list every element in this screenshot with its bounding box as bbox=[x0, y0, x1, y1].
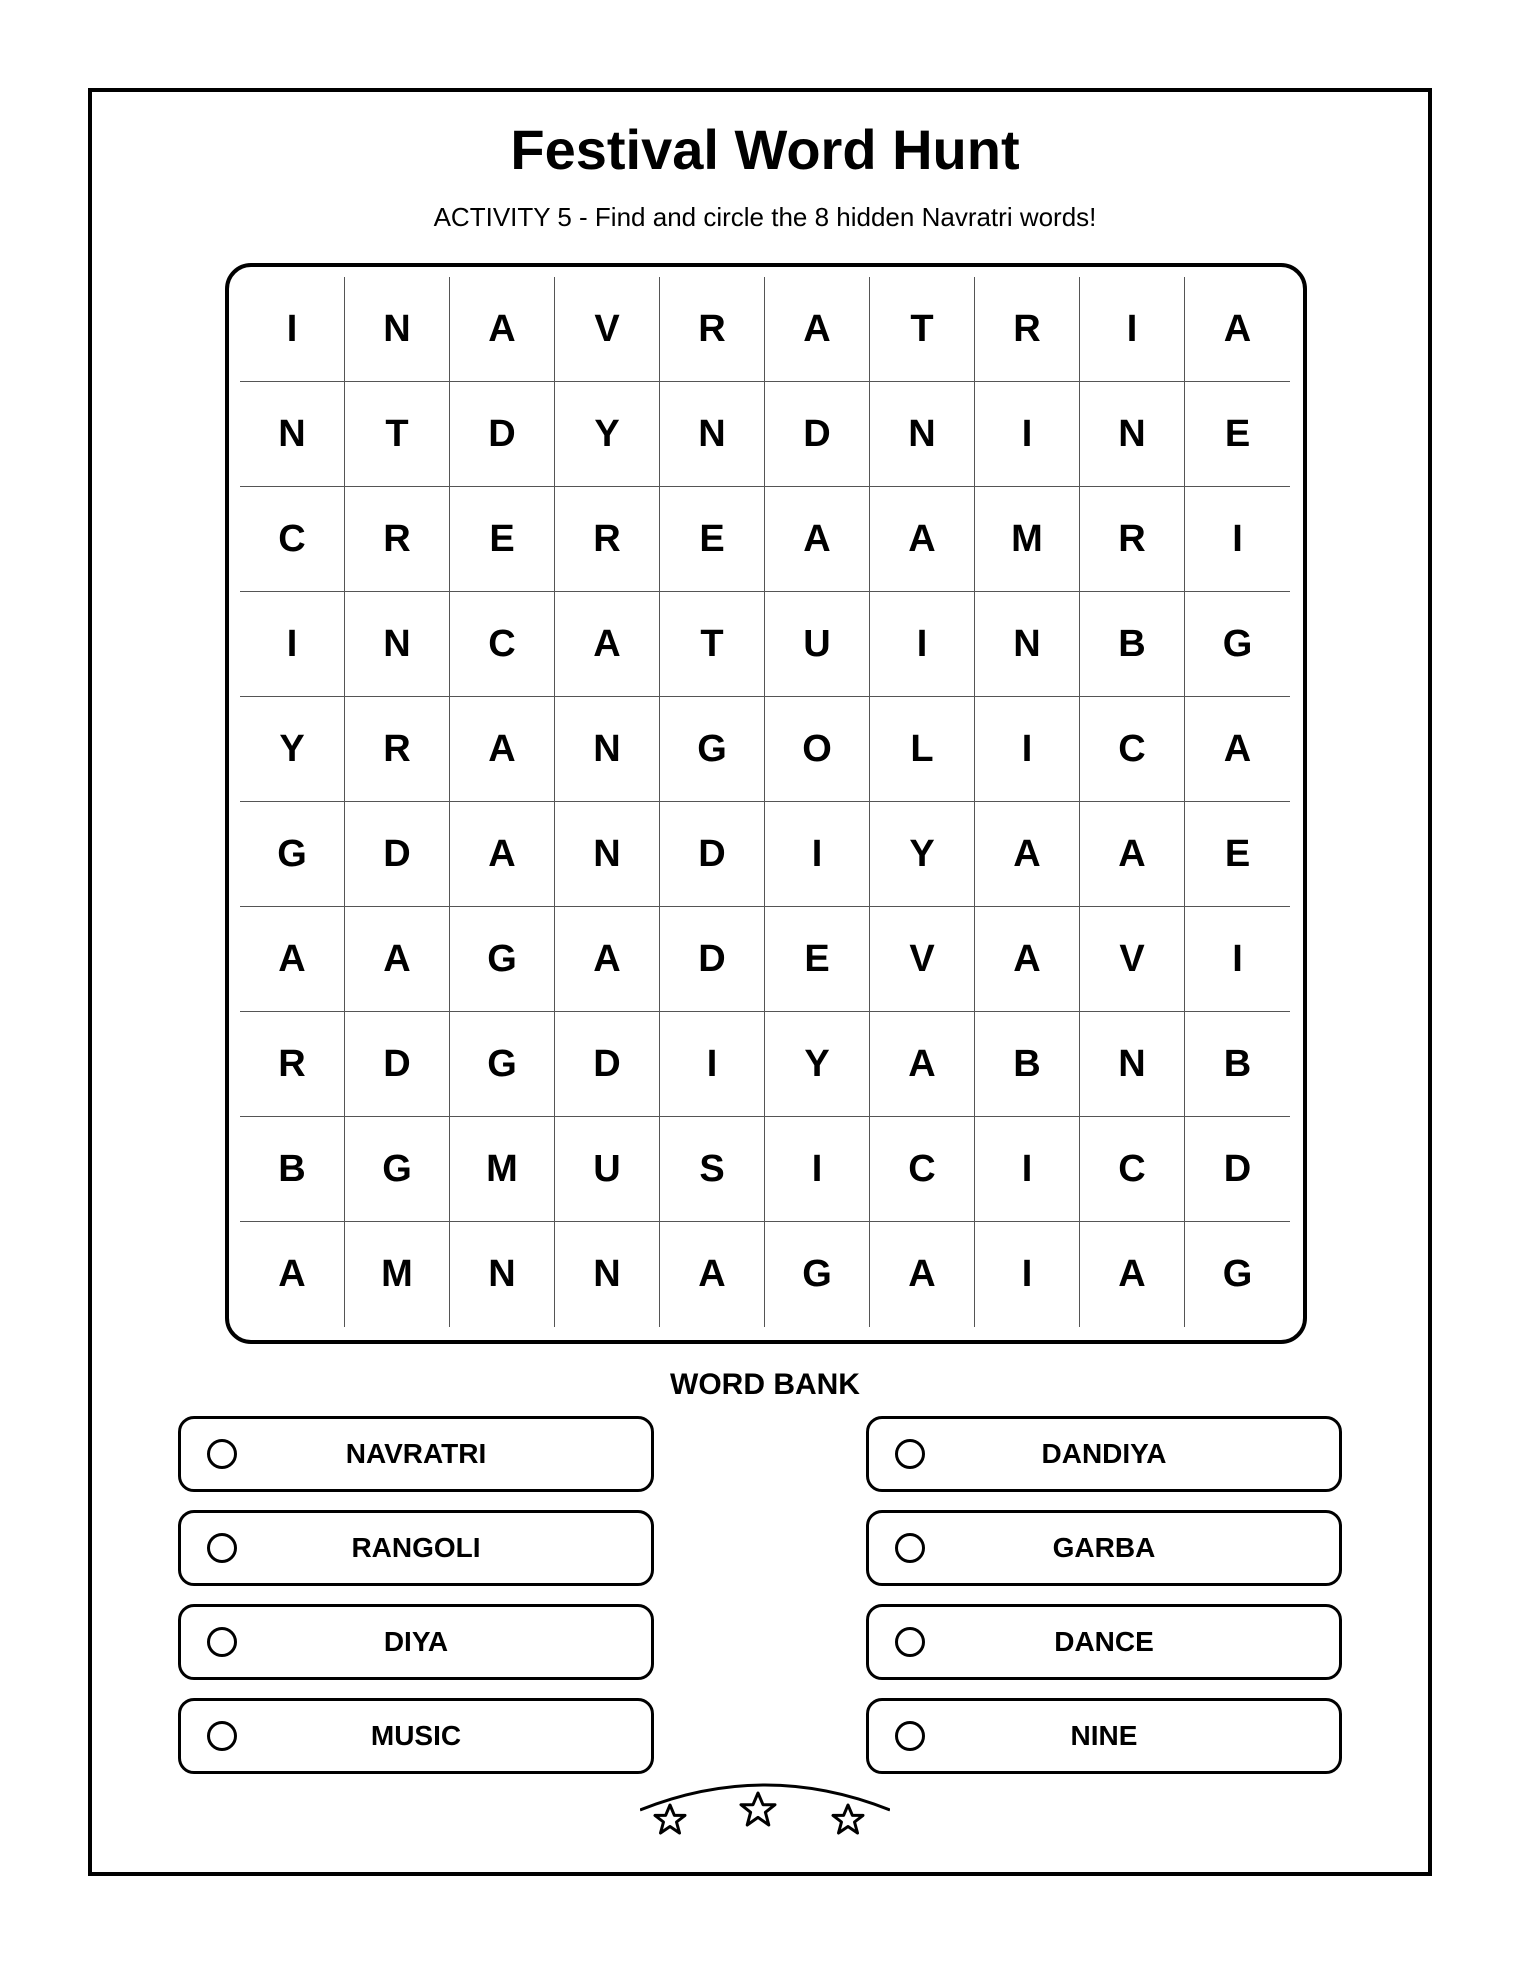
grid-cell[interactable]: E bbox=[1185, 382, 1290, 487]
grid-cell[interactable]: D bbox=[450, 382, 555, 487]
grid-cell[interactable]: R bbox=[240, 1012, 345, 1117]
grid-cell[interactable]: I bbox=[240, 277, 345, 382]
grid-cell[interactable]: A bbox=[975, 802, 1080, 907]
grid-cell[interactable]: V bbox=[1080, 907, 1185, 1012]
grid-cell[interactable]: E bbox=[1185, 802, 1290, 907]
grid-cell[interactable]: I bbox=[765, 1117, 870, 1222]
grid-cell[interactable]: I bbox=[975, 1222, 1080, 1327]
grid-cell[interactable]: G bbox=[1222, 1253, 1253, 1295]
word-bank-item bbox=[866, 1416, 1342, 1492]
grid-cell[interactable]: T bbox=[870, 277, 975, 382]
grid-cell[interactable]: N bbox=[555, 1222, 660, 1327]
word-bank-item bbox=[866, 1604, 1342, 1680]
grid-cell[interactable]: A bbox=[660, 1222, 765, 1327]
grid-cell[interactable]: I bbox=[1185, 907, 1290, 1012]
grid-cell[interactable]: Y bbox=[240, 697, 345, 802]
grid-cell[interactable]: A bbox=[450, 277, 555, 382]
grid-cell[interactable]: V bbox=[555, 277, 660, 382]
checkbox-circle-icon[interactable] bbox=[207, 1721, 237, 1751]
grid-cell[interactable]: B bbox=[240, 1117, 345, 1222]
grid-cell[interactable]: S bbox=[660, 1117, 765, 1222]
grid-cell[interactable]: R bbox=[345, 697, 450, 802]
grid-cell[interactable]: I bbox=[975, 697, 1080, 802]
page-title: Festival Word Hunt bbox=[510, 118, 1020, 181]
star-icon bbox=[741, 1793, 775, 1825]
star-icon bbox=[833, 1805, 863, 1833]
checkbox-circle-icon[interactable] bbox=[895, 1439, 925, 1469]
grid-cell[interactable]: N bbox=[345, 277, 450, 382]
grid-cell[interactable]: G bbox=[345, 1117, 450, 1222]
grid-cell[interactable]: A bbox=[1080, 802, 1185, 907]
grid-cell[interactable]: A bbox=[870, 487, 975, 592]
grid-cell[interactable]: U bbox=[555, 1117, 660, 1222]
grid-cell[interactable]: Y bbox=[555, 382, 660, 487]
grid-cell[interactable]: A bbox=[240, 1222, 345, 1327]
grid-cell[interactable]: I bbox=[660, 1012, 765, 1117]
grid-cell[interactable]: V bbox=[870, 907, 975, 1012]
grid-cell[interactable]: E bbox=[765, 907, 870, 1012]
word-bank-title: WORD BANK bbox=[670, 1368, 860, 1401]
grid-cell[interactable]: G bbox=[1185, 592, 1290, 697]
grid-cell[interactable]: N bbox=[450, 1222, 555, 1327]
grid-cell[interactable]: A bbox=[450, 802, 555, 907]
word-search-grid bbox=[240, 277, 1290, 1327]
checkbox-circle-icon[interactable] bbox=[895, 1721, 925, 1751]
grid-cell[interactable]: N bbox=[870, 382, 975, 487]
grid-cell[interactable]: A bbox=[1080, 1222, 1185, 1327]
grid-cell[interactable]: A bbox=[345, 907, 450, 1012]
grid-cell[interactable]: D bbox=[660, 802, 765, 907]
grid-cell[interactable]: E bbox=[450, 487, 555, 592]
word-bank-label: GARBA bbox=[1052, 1532, 1156, 1563]
grid-cell[interactable]: C bbox=[1080, 1117, 1185, 1222]
grid-cell[interactable]: B bbox=[1080, 592, 1185, 697]
grid-cell[interactable]: D bbox=[345, 1012, 450, 1117]
checkbox-circle-icon[interactable] bbox=[207, 1533, 237, 1563]
grid-cell[interactable]: M bbox=[975, 487, 1080, 592]
grid-cell[interactable]: N bbox=[555, 802, 660, 907]
grid-cell[interactable]: T bbox=[660, 592, 765, 697]
grid-cell[interactable]: B bbox=[1185, 1012, 1290, 1117]
word-bank-label: MUSIC bbox=[370, 1720, 462, 1751]
grid-cell[interactable]: M bbox=[450, 1117, 555, 1222]
grid-cell[interactable]: I bbox=[975, 382, 1080, 487]
word-bank-label: DANDIYA bbox=[1041, 1438, 1167, 1469]
grid-cell[interactable]: G bbox=[240, 802, 345, 907]
grid-cell[interactable]: A bbox=[765, 277, 870, 382]
grid-cell[interactable]: R bbox=[1080, 487, 1185, 592]
grid-cell[interactable]: A bbox=[870, 1012, 975, 1117]
grid-cell[interactable]: I bbox=[1080, 277, 1185, 382]
grid-cell[interactable]: A bbox=[555, 907, 660, 1012]
grid-cell[interactable]: T bbox=[345, 382, 450, 487]
grid-cell[interactable]: N bbox=[660, 382, 765, 487]
grid-cell[interactable]: N bbox=[1080, 1012, 1185, 1117]
word-bank-item bbox=[866, 1698, 1342, 1774]
word-bank-item bbox=[178, 1698, 654, 1774]
grid-cell[interactable]: N bbox=[240, 382, 345, 487]
grid-cell[interactable]: M bbox=[345, 1222, 450, 1327]
word-bank-label: DIYA bbox=[383, 1626, 449, 1657]
grid-cell[interactable]: D bbox=[660, 907, 765, 1012]
grid-cell[interactable]: N bbox=[975, 592, 1080, 697]
grid-cell[interactable]: O bbox=[765, 697, 870, 802]
grid-cell[interactable]: A bbox=[765, 487, 870, 592]
grid-cell[interactable]: G bbox=[660, 697, 765, 802]
grid-cell[interactable]: C bbox=[450, 592, 555, 697]
stars-decoration bbox=[640, 1780, 890, 1860]
grid-cell[interactable]: U bbox=[765, 592, 870, 697]
grid-cell[interactable]: I bbox=[765, 802, 870, 907]
checkbox-circle-icon[interactable] bbox=[895, 1533, 925, 1563]
grid-cell[interactable]: A bbox=[870, 1222, 975, 1327]
checkbox-circle-icon[interactable] bbox=[207, 1627, 237, 1657]
grid-cell[interactable]: G bbox=[450, 907, 555, 1012]
word-bank-label: NAVRATRI bbox=[345, 1438, 487, 1469]
grid-cell[interactable]: R bbox=[345, 487, 450, 592]
grid-cell[interactable]: Y bbox=[765, 1012, 870, 1117]
grid-cell[interactable]: I bbox=[870, 592, 975, 697]
grid-cell[interactable]: I bbox=[975, 1117, 1080, 1222]
grid-cell[interactable]: G bbox=[450, 1012, 555, 1117]
grid-cell[interactable]: I bbox=[240, 592, 345, 697]
grid-cell[interactable]: R bbox=[975, 277, 1080, 382]
grid-cell[interactable]: N bbox=[555, 697, 660, 802]
star-icon bbox=[655, 1805, 685, 1833]
grid-cell[interactable]: G bbox=[765, 1222, 870, 1327]
checkbox-circle-icon[interactable] bbox=[207, 1439, 237, 1469]
word-bank-item bbox=[178, 1604, 654, 1680]
grid-cell[interactable]: R bbox=[660, 277, 765, 382]
grid-cell[interactable]: N bbox=[1080, 382, 1185, 487]
word-bank-item bbox=[178, 1510, 654, 1586]
word-bank-item bbox=[178, 1416, 654, 1492]
word-bank-label: DANCE bbox=[1054, 1626, 1154, 1657]
grid-cell[interactable]: E bbox=[660, 487, 765, 592]
grid-cell[interactable]: D bbox=[1185, 1117, 1290, 1222]
grid-cell[interactable]: B bbox=[975, 1012, 1080, 1117]
grid-cell[interactable]: I bbox=[1185, 487, 1290, 592]
word-bank-label: NINE bbox=[1070, 1720, 1138, 1751]
grid-cell[interactable]: D bbox=[765, 382, 870, 487]
word-bank-label: RANGOLI bbox=[351, 1532, 481, 1563]
grid-cell[interactable]: D bbox=[345, 802, 450, 907]
word-bank-item bbox=[866, 1510, 1342, 1586]
grid-cell[interactable]: A bbox=[240, 907, 345, 1012]
grid-cell[interactable]: C bbox=[240, 487, 345, 592]
checkbox-circle-icon[interactable] bbox=[895, 1627, 925, 1657]
grid-cell[interactable]: R bbox=[555, 487, 660, 592]
grid-cell[interactable]: Y bbox=[870, 802, 975, 907]
grid-cell[interactable]: A bbox=[1185, 277, 1290, 382]
grid-cell[interactable]: C bbox=[870, 1117, 975, 1222]
activity-instructions: ACTIVITY 5 - Find and circle the 8 hidden Navratri words! bbox=[433, 202, 1097, 232]
grid-cell[interactable]: A bbox=[975, 907, 1080, 1012]
grid-cell[interactable]: N bbox=[345, 592, 450, 697]
grid-cell[interactable]: L bbox=[870, 697, 975, 802]
grid-cell[interactable]: D bbox=[555, 1012, 660, 1117]
grid-cell[interactable]: C bbox=[1080, 697, 1185, 802]
grid-cell[interactable]: A bbox=[555, 592, 660, 697]
grid-cell[interactable]: A bbox=[1185, 697, 1290, 802]
grid-cell[interactable]: A bbox=[450, 697, 555, 802]
